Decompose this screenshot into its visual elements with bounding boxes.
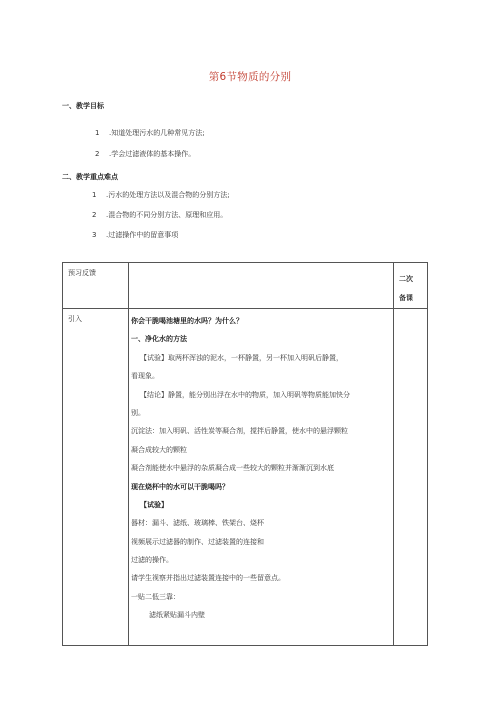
- content-line: 凝合成较大的颗粒: [131, 445, 187, 454]
- table-cell: [63, 309, 129, 646]
- content-line: 请学生视察并指出过滤装置连接中的一些留意点。: [131, 574, 285, 583]
- content-line: 器材：漏斗、滤纸、玻璃棒、铁架台、烧杯: [131, 519, 264, 528]
- table-cell: [63, 263, 129, 309]
- table-cell: [394, 263, 428, 309]
- item-number: 1: [95, 129, 100, 137]
- list-item: [95, 149, 195, 159]
- preview-feedback-label: 预习反馈: [68, 269, 96, 277]
- content-line: 视频展示过滤器的制作、过滤装置的连接和: [131, 537, 264, 546]
- item-number: 2: [95, 150, 100, 158]
- review-line: 备课: [399, 294, 413, 302]
- review-line: 二次: [399, 275, 413, 283]
- content-line: 别。: [131, 408, 145, 417]
- item-number: 2: [92, 211, 97, 219]
- section-heading-key-points: 二、教学重点难点: [62, 173, 118, 181]
- item-text: .过滤操作中的留意事项: [106, 231, 179, 239]
- item-number: 3: [92, 231, 97, 239]
- table-cell: [129, 263, 394, 309]
- content-line: 【试验】: [140, 500, 168, 509]
- content-line: 【试验】取两杯浑浊的泥水，一杯静置，另一杯加入明矾后静置，: [140, 353, 343, 362]
- intro-label: 引入: [68, 315, 82, 323]
- list-item: [92, 230, 178, 240]
- table-row: [63, 263, 428, 309]
- content-line: 看现象。: [131, 372, 159, 381]
- lesson-content: [129, 309, 393, 625]
- item-text: .混合物的不同分别方法、原理和应用。: [106, 211, 228, 219]
- content-line: 滤纸紧贴漏斗内壁: [149, 611, 205, 620]
- item-text: .污水的处理方法以及混合物的分别方法;: [106, 191, 230, 199]
- content-line: 沉淀法：加入明矾、活性炭等凝合剂，搅拌后静置，使水中的悬浮颗粒: [131, 427, 348, 436]
- table-row: [63, 309, 428, 646]
- item-text: .学会过滤液体的基本操作。: [109, 150, 196, 158]
- page-title: 第6节物质的分别: [208, 71, 292, 83]
- second-review-label: [394, 263, 427, 308]
- list-item: [92, 210, 227, 220]
- content-line: 一、净化水的方法: [131, 335, 187, 344]
- section-heading-goals: 一、教学目标: [62, 102, 104, 110]
- content-line: 过滤的操作。: [131, 556, 173, 565]
- content-line: 凝合剂能使水中悬浮的杂质凝合成一些较大的颗粒并渐渐沉到水底: [131, 464, 334, 473]
- content-line: 你会干脆喝池塘里的水吗？为什么？: [131, 317, 243, 325]
- list-item: [95, 128, 205, 138]
- table-cell: [129, 309, 394, 646]
- item-text: .知道处理污水的几种常见方法;: [109, 129, 205, 137]
- content-line: 一贴二低三靠：: [131, 592, 180, 601]
- table-cell: [394, 309, 428, 646]
- list-item: [92, 190, 230, 200]
- lesson-table: [62, 262, 428, 646]
- content-line: 现在烧杯中的水可以干脆喝吗？: [131, 482, 229, 491]
- content-line: 【结论】静置，能分别出浮在水中的物质，加入明矾等物质能加快分: [140, 390, 350, 399]
- item-number: 1: [92, 191, 97, 199]
